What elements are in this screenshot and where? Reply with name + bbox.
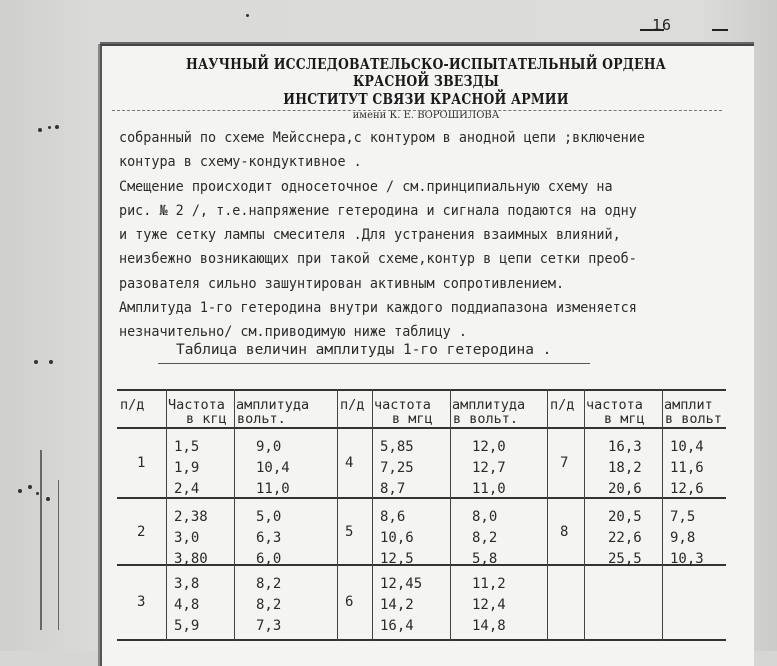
- amplitude-table: [117, 389, 726, 643]
- scan-speck: [48, 126, 51, 129]
- subrange-number: 8: [560, 523, 569, 540]
- frequency-value: 25,5: [608, 551, 642, 567]
- frequency-value: 3,0: [174, 530, 200, 546]
- table-column-rule: [584, 389, 585, 641]
- frequency-value: 4,8: [174, 597, 200, 613]
- scan-speck: [36, 492, 39, 495]
- column-header-amplitude: амплитуда: [452, 397, 526, 413]
- page-number-dash: [712, 29, 728, 31]
- scan-speck: [28, 485, 32, 489]
- column-header-frequency: частота: [586, 397, 643, 413]
- table-column-rule: [166, 389, 167, 641]
- frequency-value: 10,6: [380, 530, 414, 546]
- amplitude-value: 10,4: [670, 439, 704, 455]
- frequency-value: 12,5: [380, 551, 414, 567]
- amplitude-value: 11,2: [472, 576, 506, 592]
- subrange-number: 7: [560, 455, 569, 471]
- frequency-value: 18,2: [608, 460, 642, 476]
- column-header-pd: п/д: [120, 397, 145, 413]
- table-title: Таблица величин амплитуды 1-го гетеродина .: [176, 342, 552, 358]
- subrange-number: 4: [345, 455, 354, 471]
- frequency-value: 20,5: [608, 509, 642, 525]
- subrange-number: 1: [137, 455, 146, 471]
- frequency-value: 3,80: [174, 551, 208, 567]
- table-column-rule: [662, 389, 663, 641]
- body-paragraph: [119, 126, 739, 345]
- table-top-rule: [117, 389, 726, 391]
- frequency-value: 12,45: [380, 576, 423, 592]
- table-title-underline: [158, 363, 590, 364]
- scan-speck: [46, 497, 50, 501]
- scan-speck: [55, 125, 59, 129]
- frequency-value: 3,8: [174, 576, 200, 592]
- amplitude-value: 7,3: [256, 618, 282, 634]
- body-line: и туже сетку лампы смесителя .Для устранения взаимных влияний,: [119, 227, 621, 244]
- letterhead-line-2: ИНСТИТУТ СВЯЗИ КРАСНОЙ АРМИИ: [283, 91, 569, 108]
- amplitude-value: 9,0: [256, 439, 282, 455]
- scan-speck: [34, 360, 38, 364]
- frequency-value: 16,4: [380, 618, 414, 634]
- frequency-value: 20,6: [608, 481, 642, 497]
- scan-speck: [38, 128, 42, 132]
- frequency-value: 5,85: [380, 439, 414, 455]
- amplitude-value: 7,5: [670, 509, 696, 525]
- column-header-amplitude-unit: в вольт.: [453, 411, 519, 427]
- column-header-frequency-unit: в кгц: [186, 411, 227, 427]
- amplitude-value: 9,8: [670, 530, 696, 546]
- amplitude-value: 8,2: [472, 530, 498, 546]
- frequency-value: 2,4: [174, 481, 200, 497]
- amplitude-value: 8,2: [256, 597, 282, 613]
- amplitude-value: 12,6: [670, 481, 704, 497]
- column-header-amplitude: амплит: [664, 397, 713, 413]
- table-band-rule: [117, 497, 726, 499]
- scan-speck: [49, 360, 53, 364]
- letterhead-line-1: НАУЧНЫЙ ИССЛЕДОВАТЕЛЬСКО-ИСПЫТАТЕЛЬНЫЙ ОРДЕНА КРАСНОЙ ЗВЕЗДЫ: [186, 56, 666, 90]
- scan-streak: [40, 450, 42, 630]
- table-column-rule: [547, 389, 548, 641]
- amplitude-value: 11,0: [256, 481, 290, 497]
- subrange-number: 3: [137, 593, 146, 610]
- amplitude-value: 12,7: [472, 460, 506, 476]
- table-header-rule: [117, 427, 726, 429]
- letterhead-line-3: имени К. Е. ВОРОШИЛОВА: [352, 110, 500, 121]
- amplitude-value: 5,8: [472, 551, 498, 567]
- subrange-number: 2: [137, 523, 146, 540]
- frequency-value: 7,25: [380, 460, 414, 476]
- body-line: разователя сильно зашунтирован активным сопротивлением.: [119, 275, 565, 292]
- letterhead-divider: [112, 110, 722, 111]
- frequency-value: 5,9: [174, 618, 200, 634]
- amplitude-value: 5,0: [256, 509, 282, 525]
- column-header-amplitude-unit: в вольт: [665, 411, 722, 427]
- table-bottom-rule: [117, 639, 726, 641]
- column-header-amplitude-unit: вольт.: [237, 411, 286, 427]
- amplitude-value: 8,2: [256, 576, 282, 592]
- body-line: собранный по схеме Мейсснера,с контуром в анодной цепи ;включение: [119, 130, 645, 146]
- frequency-value: 8,6: [380, 509, 406, 525]
- body-line: контура в схему-кондуктивное .: [119, 154, 362, 171]
- subrange-number: 6: [345, 593, 354, 610]
- amplitude-value: 12,0: [472, 439, 506, 455]
- body-line: Амплитуда 1-го гетеродина внутри каждого поддиапазона изменяется: [119, 300, 637, 317]
- body-line: Смещение происходит односеточное / см.принципиальную схему на: [119, 178, 613, 195]
- frequency-value: 14,2: [380, 597, 414, 613]
- letterhead: [100, 56, 752, 121]
- amplitude-value: 10,3: [670, 551, 704, 567]
- amplitude-value: 6,0: [256, 551, 282, 567]
- frequency-value: 8,7: [380, 481, 406, 497]
- column-header-frequency-unit: в мгц: [392, 411, 433, 427]
- table-column-rule: [337, 389, 338, 641]
- frequency-value: 16,3: [608, 439, 642, 455]
- frequency-value: 1,5: [174, 439, 200, 455]
- subrange-number: 5: [345, 523, 354, 540]
- body-line: незначительно/ см.приводимую ниже таблицу .: [119, 324, 467, 341]
- frequency-value: 1,9: [174, 460, 200, 476]
- amplitude-value: 10,4: [256, 460, 290, 476]
- body-line: неизбежно возникающих при такой схеме,контур в цепи сетки преоб-: [119, 251, 637, 268]
- amplitude-value: 12,4: [472, 597, 506, 613]
- column-header-pd: п/д: [340, 397, 365, 413]
- scan-streak: [58, 480, 59, 630]
- column-header-amplitude: амплитуда: [236, 397, 310, 413]
- table-column-rule: [372, 389, 373, 641]
- amplitude-value: 11,0: [472, 481, 506, 497]
- table-column-rule: [234, 389, 235, 641]
- amplitude-value: 6,3: [256, 530, 282, 546]
- amplitude-value: 14,8: [472, 618, 506, 634]
- column-header-frequency: частота: [374, 397, 431, 413]
- frequency-value: 2,38: [174, 509, 208, 525]
- amplitude-value: 11,6: [670, 460, 704, 476]
- scan-speck: [18, 489, 22, 493]
- frequency-value: 22,6: [608, 530, 642, 546]
- column-header-pd: п/д: [550, 397, 575, 413]
- amplitude-value: 8,0: [472, 509, 498, 525]
- scan-speck: [246, 14, 249, 17]
- column-header-frequency-unit: в мгц: [604, 411, 645, 427]
- page-number: 16: [652, 16, 673, 34]
- column-header-frequency: Частота: [168, 397, 225, 413]
- table-column-rule: [450, 389, 451, 641]
- body-line: рис. № 2 /, т.е.напряжение гетеродина и сигнала подаются на одну: [119, 202, 637, 219]
